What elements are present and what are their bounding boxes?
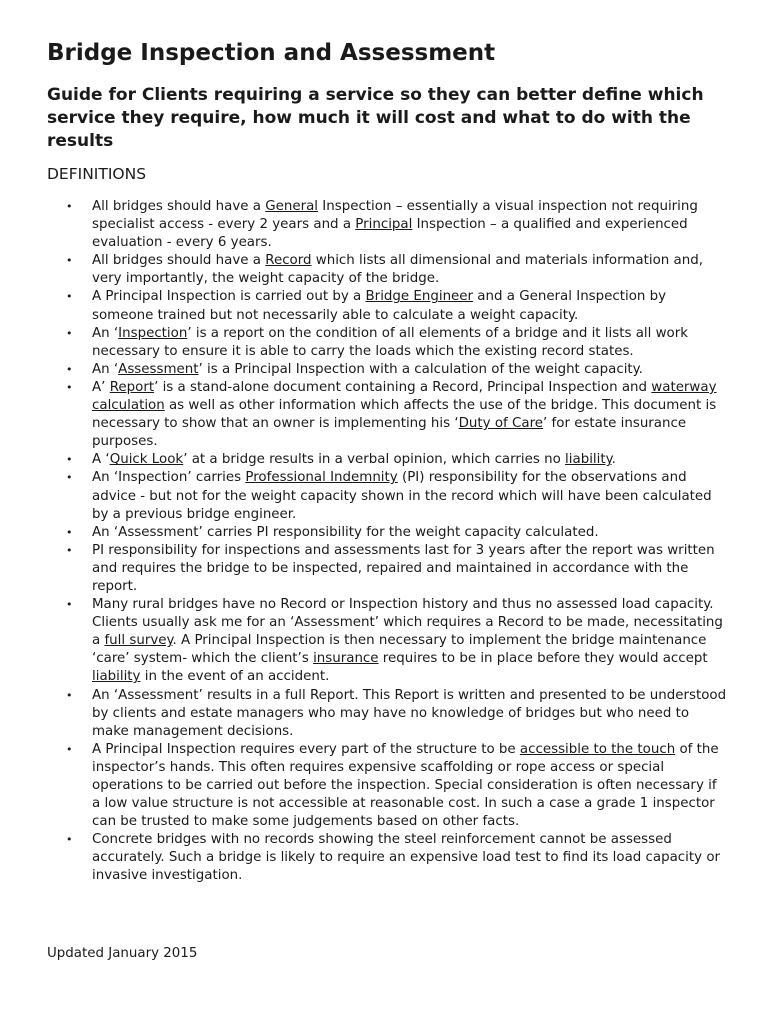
definition-item bbox=[47, 596, 727, 686]
definition-item bbox=[47, 524, 727, 542]
bullet-icon: • bbox=[66, 290, 73, 304]
definition-text: PI responsibility for inspections and assessments last for 3 years after the report was written and requires the bridge to be inspected, repaired and maintained in accordance with the report. bbox=[92, 542, 715, 594]
bullet-icon: • bbox=[66, 254, 73, 268]
definition-text: Concrete bridges with no records showing the steel reinforcement cannot be assessed accurately. Such a bridge is likely to require an expensive load test to find its load capacity or invasive investigation. bbox=[92, 832, 721, 884]
underlined-term: Record bbox=[265, 253, 312, 269]
bullet-icon: • bbox=[66, 380, 73, 394]
definition-item bbox=[47, 325, 727, 361]
definition-text: ’ at a bridge results in a verbal opinion, which carries no bbox=[183, 452, 566, 468]
definition-text: ’ is a stand-alone document containing a Record, Principal Inspection and bbox=[154, 379, 652, 395]
bullet-icon: • bbox=[66, 833, 73, 847]
underlined-term: Report bbox=[109, 379, 155, 395]
underlined-term: Duty of Care bbox=[458, 416, 544, 432]
definition-text: An ‘Inspection’ carries bbox=[92, 470, 246, 486]
definition-text: and a General Inspection by someone trained but not necessarily able to calculate a weight capacity. bbox=[92, 289, 667, 323]
underlined-term: liability bbox=[92, 669, 141, 685]
definition-item bbox=[47, 542, 727, 596]
underlined-term: General bbox=[265, 199, 319, 214]
bullet-icon: • bbox=[66, 453, 73, 467]
definition-text: which lists all dimensional and materials information and, very importantly, the weight capacity of the bridge. bbox=[92, 253, 703, 287]
definition-text: requires to be in place before they would accept bbox=[378, 651, 708, 667]
footer-date: Updated January 2015 bbox=[47, 946, 198, 961]
definition-text: as well as other information which affects the use of the bridge. This document is necessary to show that an owner is implementing his ‘ bbox=[92, 398, 717, 432]
definition-text: A Principal Inspection is carried out by a bbox=[92, 289, 366, 305]
underlined-term: Quick Look bbox=[109, 452, 184, 468]
bullet-icon: • bbox=[66, 742, 73, 756]
bullet-icon: • bbox=[66, 200, 73, 213]
definition-item bbox=[47, 379, 727, 451]
definition-item bbox=[47, 469, 727, 523]
underlined-term: Principal bbox=[355, 217, 413, 233]
definition-text: An ‘ bbox=[92, 325, 119, 341]
definition-text: All bridges should have a bbox=[92, 199, 266, 214]
definition-item bbox=[47, 361, 727, 379]
bullet-icon: • bbox=[66, 688, 73, 702]
definition-item bbox=[47, 252, 727, 288]
definition-item bbox=[47, 288, 727, 324]
definition-text: Many rural bridges have no Record or Inspection history and thus no assessed load capacity. Clients usually ask me for an ‘Assessment’ which requires a Record to be made, necessitating a bbox=[92, 597, 723, 649]
document-title: Bridge Inspection and Assessment bbox=[47, 40, 496, 66]
definition-item bbox=[47, 831, 727, 885]
bullet-icon: • bbox=[66, 326, 73, 340]
underlined-term: Professional Indemnity bbox=[245, 470, 398, 486]
definition-text: An ‘Assessment’ results in a full Report. This Report is written and presented to be understood by clients and estate managers who may have no knowledge of bridges but who need to make management decisions. bbox=[92, 687, 727, 739]
definition-text: ’ for estate insurance purposes. bbox=[92, 416, 687, 450]
bullet-icon: • bbox=[66, 471, 73, 485]
definition-text: A’ bbox=[92, 379, 110, 395]
underlined-term: Assessment bbox=[118, 361, 199, 377]
definition-text: All bridges should have a bbox=[92, 253, 266, 269]
definitions-list bbox=[47, 198, 727, 886]
underlined-term: insurance bbox=[313, 651, 379, 667]
definition-text: A Principal Inspection requires every part of the structure to be bbox=[92, 741, 520, 757]
document-subtitle: Guide for Clients requiring a service so they can better define which service they require, how much it will cost and what to do with the results bbox=[47, 85, 704, 151]
bullet-icon: • bbox=[66, 362, 73, 376]
underlined-term: liability bbox=[565, 452, 612, 468]
underlined-term: accessible to the touch bbox=[519, 741, 676, 757]
definition-item bbox=[47, 687, 727, 741]
definition-item bbox=[47, 451, 727, 469]
section-heading: DEFINITIONS bbox=[47, 165, 147, 183]
definition-text: An ‘ bbox=[92, 361, 119, 377]
underlined-term: waterway calculation bbox=[92, 379, 717, 414]
definition-text: A ‘ bbox=[92, 452, 110, 468]
definition-item bbox=[47, 198, 727, 252]
definition-item bbox=[47, 741, 727, 831]
definition-text: An ‘Assessment’ carries PI responsibility for the weight capacity calculated. bbox=[92, 524, 599, 540]
bullet-icon: • bbox=[66, 525, 73, 539]
bullet-icon: • bbox=[66, 543, 73, 557]
underlined-term: Inspection bbox=[118, 325, 188, 341]
definition-text: Inspection – essentially a visual inspection not requiring specialist access - every 2 years and a bbox=[92, 199, 698, 233]
definition-text: . A Principal Inspection is then necessary to implement the bridge maintenance ‘care’ system- which the client’s bbox=[92, 633, 707, 667]
definition-text: ’ is a report on the condition of all elements of a bridge and it lists all work necessary to ensure it is able to carry the loads which the existing record states. bbox=[92, 325, 689, 359]
underlined-term: full survey bbox=[104, 633, 173, 649]
definition-text: ’ is a Principal Inspection with a calculation of the weight capacity. bbox=[198, 361, 643, 377]
definition-text: in the event of an accident. bbox=[140, 669, 330, 685]
bullet-icon: • bbox=[66, 598, 73, 612]
underlined-term: Bridge Engineer bbox=[365, 289, 474, 305]
definition-text: of the inspector’s hands. This often requires expensive scaffolding or rope access or special operations to be carried out before the inspection. Special consideration is often necessary if a low value structure is not accessible at reasonable cost. In such a case a grade 1 inspector can be trusted to make some judgements based on other facts. bbox=[92, 741, 719, 830]
definition-text: (PI) responsibility for the observations and advice - but not for the weight capacity shown in the record which will have been calculated by a previous bridge engineer. bbox=[92, 470, 712, 522]
definition-text: . bbox=[611, 452, 616, 468]
definition-text: Inspection – a qualified and experienced evaluation - every 6 years. bbox=[92, 217, 688, 251]
